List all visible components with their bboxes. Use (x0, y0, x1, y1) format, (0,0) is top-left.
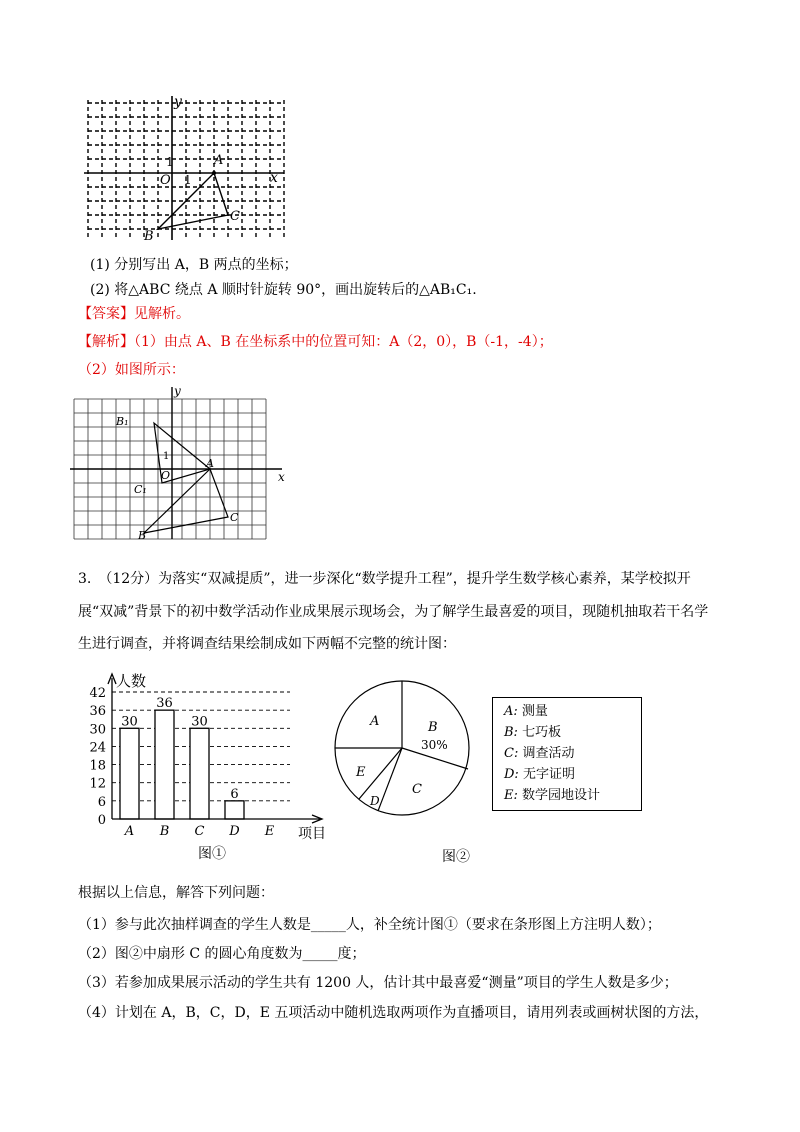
legend-item-b (504, 723, 561, 743)
question-part-1: (1) 分别写出 A，B 两点的坐标； (90, 257, 298, 273)
bar-category-label: A (124, 824, 135, 839)
pie-label-a: A (370, 714, 380, 729)
unit-x-label: 1 (184, 173, 192, 187)
legend-key-c: C: (504, 746, 519, 761)
bar-y-tick-label: 24 (89, 740, 106, 756)
answer-line: 【答案】见解析。 (78, 306, 190, 322)
bar-value-label: 30 (121, 714, 138, 730)
point-a-label-2: A (206, 457, 214, 470)
point-a-label: A (214, 153, 224, 168)
bar-x-title: 项目 (298, 826, 326, 842)
problem3-line-2: 展“双减”背景下的初中数学活动作业成果展示现场会，为了解学生最喜爱的项目，现随机抽取若干名学 (78, 604, 709, 620)
bar-d (225, 801, 244, 819)
pie-label-b: B (428, 720, 438, 735)
bar-category-label: C (194, 824, 205, 839)
y-axis-label-2: y (174, 385, 181, 398)
y-axis-label: y (174, 94, 182, 110)
point-b-label: B (144, 229, 154, 244)
unit-y-label: 1 (166, 155, 174, 169)
pie-slice-line-cd (378, 748, 402, 811)
legend-item-d (504, 765, 575, 785)
bar-category-label: E (264, 824, 275, 839)
bar-y-title: 人数 (116, 672, 147, 690)
point-b-label-2: B (138, 529, 147, 540)
point-c-label-2: C (230, 511, 239, 524)
bar-chart (80, 668, 340, 868)
point-c-label: C (230, 209, 240, 224)
pie-caption: 图② (442, 849, 470, 865)
problem3-line-1: 3. （12分）为落实“双减提质”，进一步深化“数学提升工程”，提升学生数学核心素养，某学校拟开 (78, 571, 691, 587)
question-3: （3）若参加成果展示活动的学生共有 1200 人，估计其中最喜爱“测量”项目的学生人数是多少； (78, 975, 678, 991)
point-c1-label: C₁ (134, 483, 147, 496)
bar-y-tick-label: 18 (89, 758, 106, 774)
x-axis-label-2: x (278, 470, 285, 484)
question-1: （1）参与此次抽样调查的学生人数是_____人，补全统计图①（要求在条形图上方注明人数）； (78, 917, 661, 933)
bar-caption: 图① (198, 846, 226, 862)
unit-label-2: 1 (163, 451, 170, 462)
x-axis-label: x (270, 170, 278, 186)
analysis-line-2: （2）如图所示： (78, 362, 185, 378)
legend-item-a (504, 702, 548, 722)
origin-label-2: O (161, 469, 171, 482)
bar-y-tick-label: 42 (89, 686, 106, 701)
pie-label-e: E (356, 765, 366, 780)
bar-y-tick-label: 6 (97, 794, 106, 810)
legend-text-a: 测量 (521, 704, 548, 719)
bar-y-tick-label: 0 (97, 813, 106, 828)
question-part-2: (2) 将△ABC 绕点 A 顺时针旋转 90°，画出旋转后的△AB₁C₁. (90, 282, 477, 298)
analysis-line-1: 【解析】（1）由点 A、B 在坐标系中的位置可知：A（2，0），B（-1，-4）； (78, 334, 553, 350)
legend-text-e: 数学园地设计 (522, 788, 601, 803)
legend-item-e (504, 786, 600, 806)
legend-text-c: 调查活动 (522, 746, 575, 761)
bar-y-tick-label: 12 (89, 776, 106, 792)
bar-b (155, 710, 174, 819)
bar-value-label: 36 (156, 696, 173, 712)
bar-value-label: 30 (191, 714, 208, 730)
bar-y-tick-label: 30 (89, 722, 106, 738)
bar-value-label: 6 (230, 786, 239, 802)
bar-category-label: B (159, 824, 170, 839)
questions-intro: 根据以上信息，解答下列问题： (78, 885, 274, 901)
legend-key-e: E: (504, 788, 518, 803)
legend-item-c (504, 744, 574, 764)
question-4: （4）计划在 A，B，C，D，E 五项活动中随机选取两项作为直播项目，请用列表或画树状图的方法， (78, 1005, 709, 1021)
point-b1-label: B₁ (116, 415, 129, 428)
triangle-abc-2 (144, 469, 228, 533)
pie-label-c: C (412, 782, 422, 797)
legend-key-a: A: (504, 704, 518, 719)
legend-key-b: B: (504, 725, 518, 740)
question-2: （2）图②中扇形 C 的圆心角度数为_____度； (78, 946, 366, 962)
problem3-line-3: 生进行调查，并将调查结果绘制成如下两幅不完整的统计图： (78, 636, 456, 652)
pie-label-d: D (370, 794, 380, 808)
bar-c (190, 728, 209, 819)
coordinate-grid-1 (80, 92, 290, 244)
coordinate-grid-2 (66, 385, 291, 540)
legend-key-d: D: (504, 767, 519, 782)
origin-label: O (160, 173, 171, 188)
pie-label-b-percent: 30% (421, 738, 448, 752)
bar-category-label: D (229, 824, 240, 839)
bar-y-tick-label: 36 (89, 704, 106, 720)
bar-a (120, 728, 139, 819)
pie-chart (330, 665, 480, 865)
legend-text-b: 七巧板 (522, 725, 562, 740)
legend-text-d: 无字证明 (522, 767, 575, 782)
